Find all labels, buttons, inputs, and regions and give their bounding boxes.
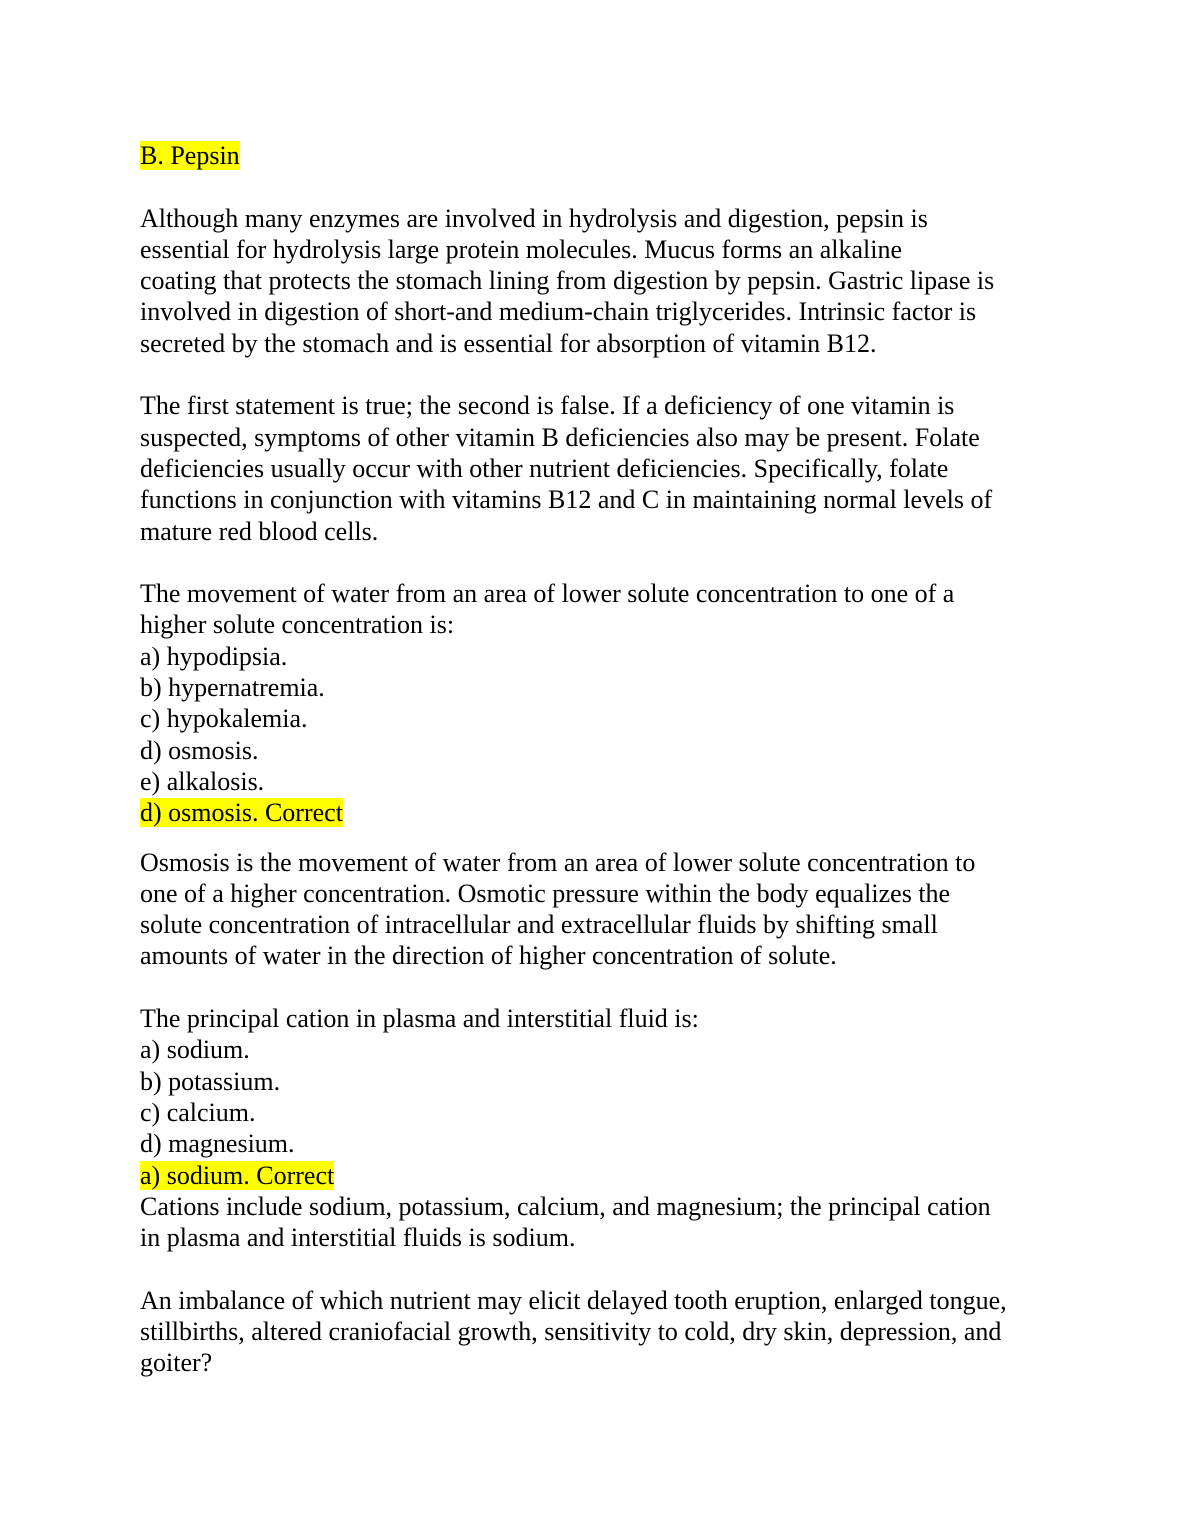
option-b: b) potassium. [140,1066,281,1096]
text-line: secreted by the stomach and is essential for absorption of vitamin B12. [140,328,877,358]
text-line: mature red blood cells. [140,516,379,546]
document-page [140,140,1060,1379]
option-d: d) magnesium. [140,1129,295,1159]
question-cation [140,1003,1060,1253]
option-d: d) osmosis. [140,735,259,765]
pepsin-explanation [140,203,1060,359]
option-a: a) hypodipsia. [140,641,288,671]
text-line: The first statement is true; the second is false. If a deficiency of one vitamin is [140,391,955,421]
text-line: amounts of water in the direction of higher concentration of solute. [140,941,837,971]
osmosis-explanation [140,847,1060,972]
text-line: in plasma and interstitial fluids is sodium. [140,1223,576,1253]
folate-explanation [140,390,1060,546]
text-line: essential for hydrolysis large protein molecules. Mucus forms an alkaline [140,234,902,264]
option-c: c) hypokalemia. [140,704,308,734]
highlighted-answer: a) sodium. Correct [140,1160,335,1190]
text-line: one of a higher concentration. Osmotic pressure within the body equalizes the [140,878,951,908]
text-line: Although many enzymes are involved in hydrolysis and digestion, pepsin is [140,203,928,233]
option-b: b) hypernatremia. [140,673,325,703]
question-text: goiter? [140,1348,213,1378]
question-text: stillbirths, altered craniofacial growth, sensitivity to cold, dry skin, depression, and [140,1316,1002,1346]
highlighted-answer: d) osmosis. Correct [140,798,343,828]
question-text: An imbalance of which nutrient may elicit delayed tooth eruption, enlarged tongue, [140,1285,1007,1315]
correct-answer [140,797,1060,828]
question-osmosis [140,578,1060,828]
correct-answer [140,1160,1060,1191]
text-line: Osmosis is the movement of water from an area of lower solute concentration to [140,847,976,877]
text-line: involved in digestion of short-and medium-chain triglycerides. Intrinsic factor is [140,297,977,327]
question-nutrient [140,1285,1060,1379]
question-text: The movement of water from an area of lower solute concentration to one of a [140,579,955,609]
text-line: deficiencies usually occur with other nutrient deficiencies. Specifically, folate [140,453,949,483]
option-c: c) calcium. [140,1097,256,1127]
text-line: coating that protects the stomach lining from digestion by pepsin. Gastric lipase is [140,266,995,296]
text-line: suspected, symptoms of other vitamin B deficiencies also may be present. Folate [140,422,980,452]
text-line: solute concentration of intracellular and extracellular fluids by shifting small [140,910,938,940]
answer-header [140,140,1060,171]
text-line: functions in conjunction with vitamins B12 and C in maintaining normal levels of [140,485,993,515]
question-text: The principal cation in plasma and interstitial fluid is: [140,1004,699,1034]
option-a: a) sodium. [140,1035,250,1065]
highlighted-answer: B. Pepsin [140,141,240,170]
option-e: e) alkalosis. [140,766,265,796]
question-text: higher solute concentration is: [140,610,455,640]
text-line: Cations include sodium, potassium, calcium, and magnesium; the principal cation [140,1191,991,1221]
